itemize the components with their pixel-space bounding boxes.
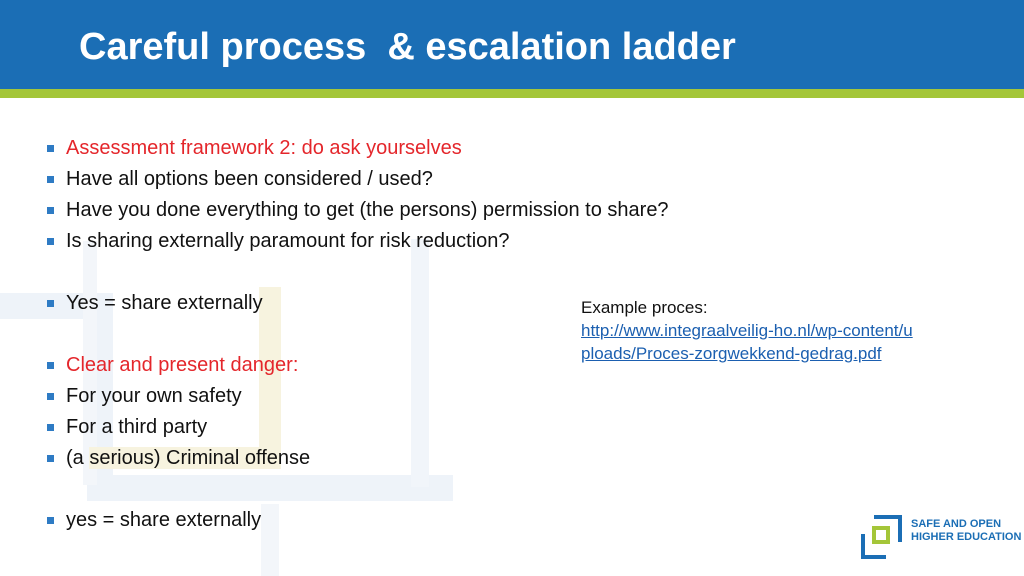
bullet-clear-danger: Clear and present danger:: [46, 350, 669, 381]
header-accent-stripe: [0, 89, 1024, 98]
bullet-own-safety: For your own safety: [46, 381, 669, 412]
bullet-yes-share: Yes = share externally: [46, 288, 669, 319]
slide-title: Careful process & escalation ladder: [79, 26, 736, 68]
bullet-options-considered: Have all options been considered / used?: [46, 164, 669, 195]
bullet-sharing-paramount: Is sharing externally paramount for risk reduction?: [46, 226, 669, 257]
example-process-block: [581, 296, 921, 365]
logo-line-1: SAFE AND OPEN: [911, 518, 1002, 530]
bullet-assessment-framework: Assessment framework 2: do ask yourselves: [46, 133, 669, 164]
bullet-yes-share-final: yes = share externally: [46, 505, 669, 536]
logo-text: [911, 518, 1021, 544]
bullet-list: [46, 133, 669, 536]
safe-open-higher-education-logo: [860, 514, 1020, 562]
bullet-permission: Have you done everything to get (the persons) permission to share?: [46, 195, 669, 226]
bullet-criminal-offense: (a serious) Criminal offense: [46, 443, 669, 474]
bullet-third-party: For a third party: [46, 412, 669, 443]
example-label: Example proces:: [581, 298, 708, 317]
header-bar: [0, 0, 1024, 89]
logo-bracket-icon: [860, 514, 904, 560]
example-process-link[interactable]: http://www.integraalveilig-ho.nl/wp-content/uploads/Proces-zorgwekkend-gedrag.pdf: [581, 321, 913, 363]
logo-line-2: HIGHER EDUCATION: [911, 531, 1022, 543]
